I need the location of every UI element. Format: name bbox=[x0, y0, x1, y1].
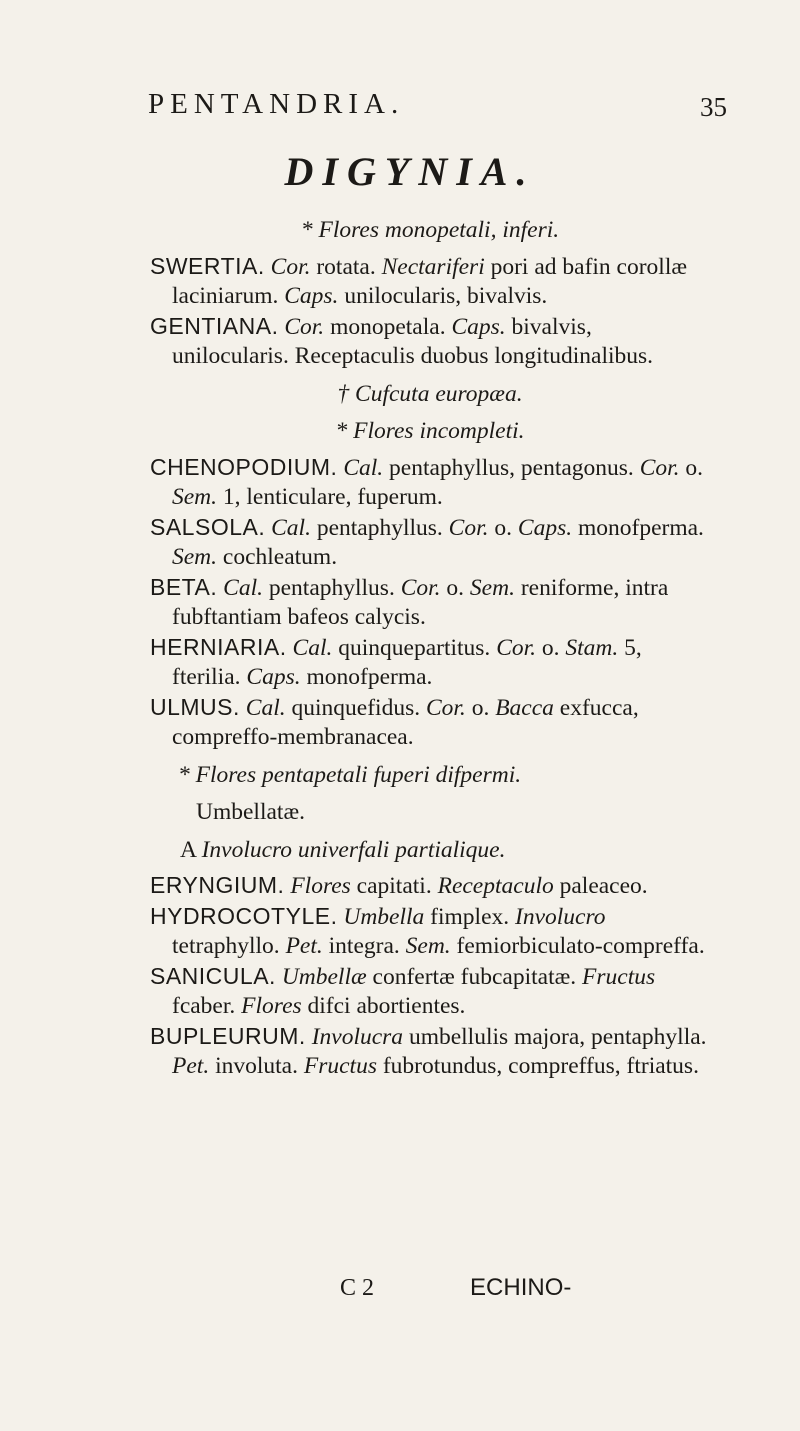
term-label: Cal. bbox=[292, 634, 333, 661]
term-label: Pet. bbox=[172, 1053, 210, 1079]
term-label: Caps. bbox=[246, 664, 301, 690]
description-text: quinquepartitus. bbox=[332, 634, 497, 661]
term-label: Cor. bbox=[448, 514, 489, 541]
description-text: fcaber. bbox=[172, 993, 242, 1019]
genus-entry bbox=[150, 252, 710, 312]
description-text: capitati. bbox=[350, 873, 438, 899]
genus-name: GENTIANA. bbox=[150, 312, 279, 339]
description-text: 1, lenticulare, fuperum. bbox=[217, 484, 443, 510]
term-label: Cal. bbox=[245, 694, 286, 721]
description-text: umbellulis majora, pentaphylla. bbox=[403, 1023, 707, 1050]
term-label: Cor. bbox=[400, 574, 441, 601]
term-label: Involucra bbox=[311, 1023, 404, 1050]
description-text: o. bbox=[440, 574, 470, 601]
term-label: Stam. bbox=[565, 634, 619, 661]
body-text bbox=[150, 208, 710, 1082]
term-label: Umbella bbox=[343, 903, 425, 930]
description-text: 5, fterilia. bbox=[172, 634, 642, 690]
term-label: Flores bbox=[241, 993, 302, 1019]
genus-entry bbox=[150, 902, 710, 962]
genus-name: BUPLEURUM. bbox=[150, 1022, 306, 1049]
term-label: Cal. bbox=[271, 514, 311, 541]
term-label: Sem. bbox=[172, 544, 218, 570]
description-text: o. bbox=[536, 634, 566, 661]
catchword: ECHINO- bbox=[470, 1274, 572, 1301]
description-text: o. bbox=[679, 454, 704, 481]
description-text: o. bbox=[488, 514, 518, 541]
term-label: Receptaculo bbox=[437, 873, 554, 899]
term-label: Fructus bbox=[303, 1053, 377, 1079]
genus-entry bbox=[150, 513, 710, 573]
section-subheading: * Flores monopetali, inferi. bbox=[300, 217, 560, 243]
genus-entry bbox=[150, 1022, 710, 1082]
term-label: Caps. bbox=[451, 313, 506, 340]
description-text: paleaceo. bbox=[553, 873, 648, 899]
description-text: pentaphyllus, pentagonus. bbox=[383, 454, 640, 481]
term-label: Involucro bbox=[515, 903, 606, 930]
term-label: Cal. bbox=[343, 454, 384, 481]
term-label: Cal. bbox=[223, 574, 263, 601]
description-text: o. bbox=[465, 694, 496, 721]
term-label: Pet. bbox=[285, 933, 323, 959]
description-text: pentaphyllus. bbox=[262, 574, 401, 601]
term-label: Flores bbox=[290, 873, 351, 899]
description-text: confertæ fubcapitatæ. bbox=[366, 963, 583, 990]
description-text: monopetala. bbox=[324, 313, 452, 340]
description-text: cochleatum. bbox=[217, 544, 338, 570]
genus-name: ERYNGIUM. bbox=[150, 872, 285, 898]
description-text: pori ad bafin corollæ laciniarum. bbox=[172, 253, 688, 309]
term-label: Cor. bbox=[425, 694, 466, 721]
term-label: Fructus bbox=[582, 963, 656, 990]
description-text: monofperma. bbox=[572, 514, 704, 541]
genus-entry bbox=[150, 453, 710, 513]
description-text: involuta. bbox=[209, 1053, 304, 1079]
term-label: Sem. bbox=[469, 574, 515, 601]
genus-entry bbox=[150, 693, 710, 753]
description-text: rotata. bbox=[310, 253, 382, 280]
description-text: integra. bbox=[322, 933, 406, 959]
description-text: femiorbiculato-compreffa. bbox=[450, 933, 705, 959]
genus-name: HERNIARIA. bbox=[150, 633, 287, 660]
term-label: Umbellæ bbox=[281, 963, 367, 990]
running-head: PENTANDRIA. bbox=[148, 88, 405, 120]
term-label: Sem. bbox=[172, 484, 218, 510]
genus-entry bbox=[150, 871, 710, 902]
term-label: Bacca bbox=[495, 694, 554, 721]
section-subheading: † Cufcuta europæa. bbox=[337, 380, 523, 407]
genus-name: BETA. bbox=[150, 573, 218, 600]
page-footer bbox=[340, 1274, 571, 1302]
genus-name: HYDROCOTYLE. bbox=[150, 902, 338, 929]
genus-name: SANICULA. bbox=[150, 962, 276, 989]
section-title: DIGYNIA. bbox=[284, 149, 536, 194]
genus-entry bbox=[150, 312, 710, 372]
signature-mark: C 2 bbox=[340, 1275, 375, 1301]
description-text: reniforme, intra fubftantiam bafeos calycis. bbox=[172, 574, 669, 630]
section-subheading bbox=[150, 836, 710, 866]
description-text: pentaphyllus. bbox=[310, 514, 449, 541]
description-text: difci abortientes. bbox=[301, 993, 466, 1019]
term-label: Cor. bbox=[639, 454, 680, 481]
description-text: fimplex. bbox=[424, 903, 516, 930]
description-text: fubrotundus, compreffus, ftriatus. bbox=[376, 1053, 699, 1079]
description-text: bivalvis, unilocularis. Receptaculis duobus longitudinalibus. bbox=[172, 313, 654, 369]
term-label: Cor. bbox=[496, 634, 537, 661]
genus-name: SWERTIA. bbox=[150, 252, 265, 279]
subheading-letter: A bbox=[180, 836, 202, 863]
genus-name: ULMUS. bbox=[150, 693, 240, 720]
description-text: unilocularis, bivalvis. bbox=[338, 283, 548, 309]
genus-name: SALSOLA. bbox=[150, 513, 266, 540]
description-text: quinquefidus. bbox=[285, 694, 426, 721]
term-label: Cor. bbox=[284, 313, 325, 340]
genus-entry bbox=[150, 633, 710, 693]
term-label: Cor. bbox=[270, 253, 311, 280]
term-label: Caps. bbox=[284, 283, 339, 309]
subheading-text: Involucro univerfali partialique. bbox=[201, 836, 506, 863]
description-text: tetraphyllo. bbox=[172, 933, 286, 959]
description-text: exfucca, compreffo-membranacea. bbox=[172, 694, 639, 750]
section-subheading: * Flores incompleti. bbox=[335, 418, 525, 444]
term-label: Nectariferi bbox=[381, 253, 485, 280]
section-subheading: * Flores pentapetali fuperi difpermi. bbox=[178, 761, 522, 788]
genus-entry bbox=[150, 573, 710, 633]
term-label: Caps. bbox=[517, 514, 573, 541]
page-number: 35 bbox=[700, 92, 727, 122]
genus-entry bbox=[150, 962, 710, 1022]
section-subheading: Umbellatæ. bbox=[196, 799, 305, 825]
description-text: monofperma. bbox=[300, 664, 433, 690]
genus-name: CHENOPODIUM. bbox=[150, 453, 338, 480]
term-label: Sem. bbox=[405, 933, 451, 959]
